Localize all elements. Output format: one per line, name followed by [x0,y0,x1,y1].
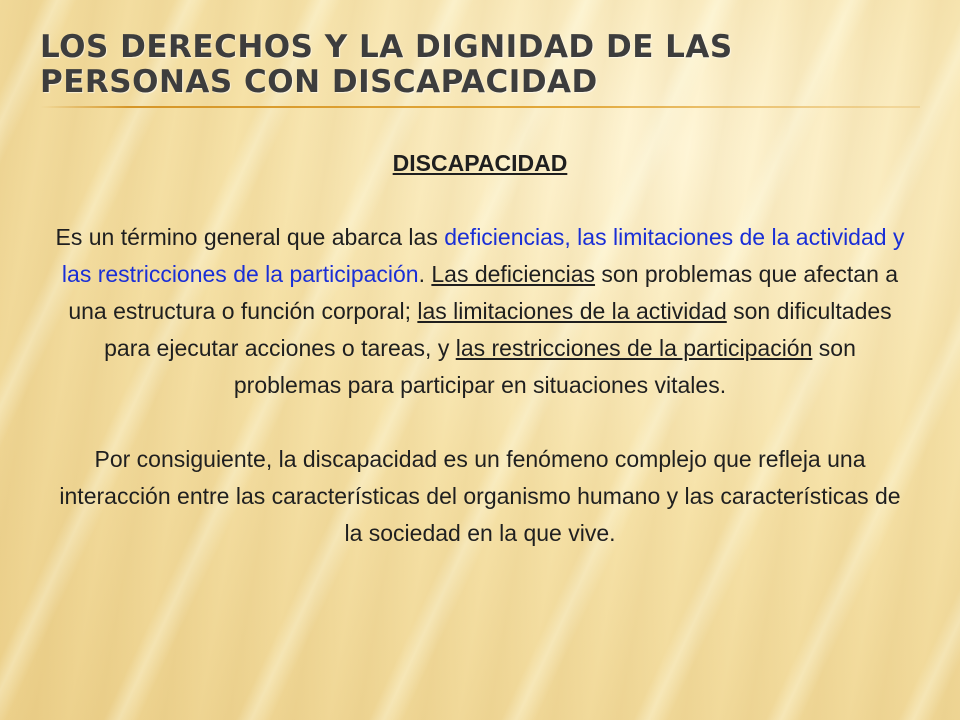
title-underline-rule [40,106,920,108]
term-limitaciones: las limitaciones de la actividad [417,298,727,324]
definition-text-2: son dificultades para ejecutar acciones o tareas, y [104,298,892,361]
definition-paragraph [48,219,912,404]
section-heading: DISCAPACIDAD [392,150,568,176]
term-deficiencias: Las deficiencias [431,261,596,287]
definition-period: . [418,261,425,287]
slide-title: LOS DERECHOS Y LA DIGNIDAD DE LAS PERSONAS CON DISCAPACIDAD [40,29,733,100]
definition-text-1: son problemas que afectan a una estructura o función corporal; [68,261,899,324]
definition-text-3: son problemas para participar en situaciones vitales. [233,335,856,398]
conclusion-paragraph: Por consiguiente, la discapacidad es un fenómeno complejo que refleja una interacción entre las características del organismo humano y las características de la sociedad en la que vive. [59,446,901,546]
definition-highlight: deficiencias, las limitaciones de la actividad y las restricciones de la participación [61,224,905,287]
definition-intro: Es un término general que abarca las [55,224,445,250]
slide-body [48,145,912,552]
term-restricciones: las restricciones de la participación [455,335,813,361]
